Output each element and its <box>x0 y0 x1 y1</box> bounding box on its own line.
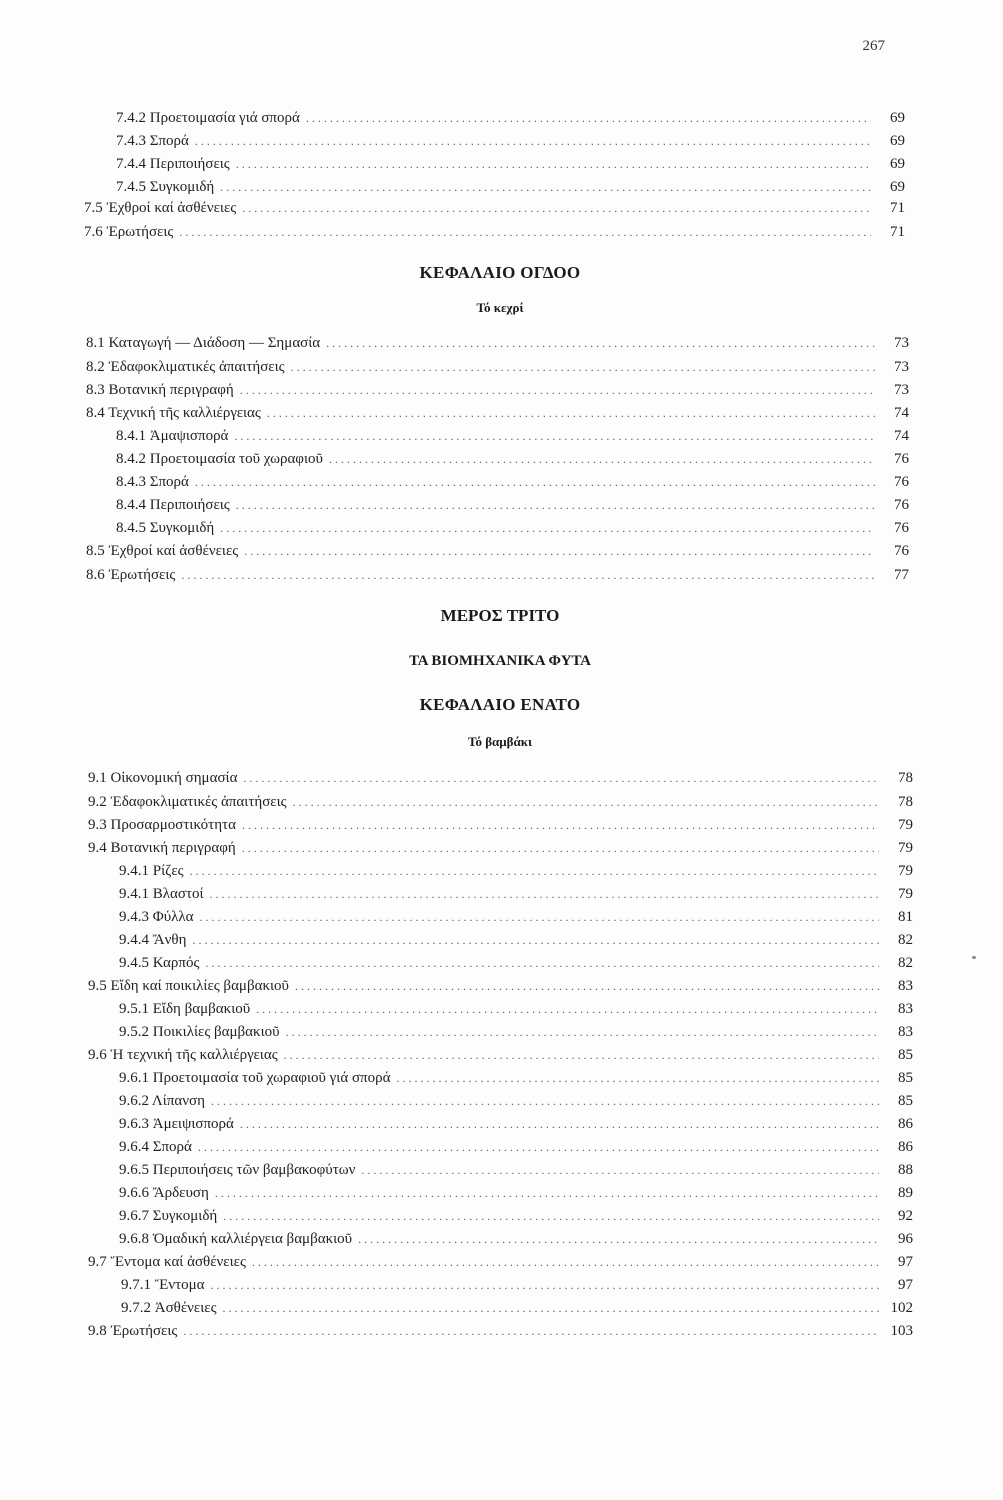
leader-dots <box>234 426 875 446</box>
toc-entry-page: 86 <box>898 1116 913 1132</box>
toc-entry <box>88 1045 913 1065</box>
toc-entry-page: 85 <box>898 1047 913 1063</box>
toc-entry <box>86 380 909 400</box>
toc-entry-label: 8.3 Βοτανική περιγραφή <box>86 382 234 398</box>
toc-entry-label: 9.6.5 Περιποιήσεις τῶν βαμβακοφύτων <box>119 1162 356 1178</box>
toc-entry <box>119 953 913 973</box>
leader-dots <box>295 976 879 996</box>
leader-dots <box>396 1068 879 1088</box>
toc-entry-page: 83 <box>898 1024 913 1040</box>
chapter-subtitle: Τό κεχρί <box>476 300 524 315</box>
toc-entry-page: 74 <box>894 405 909 421</box>
toc-entry-page: 69 <box>890 156 905 172</box>
leader-dots <box>242 815 879 835</box>
toc-entry-label: 8.4.1 Ἀμαψισπορά <box>116 428 229 444</box>
leader-dots <box>223 1298 879 1318</box>
toc-entry-label: 7.4.5 Συγκομιδή <box>116 179 215 195</box>
toc-entry-page: 73 <box>894 335 909 351</box>
toc-entry-page: 69 <box>890 110 905 126</box>
leader-dots <box>243 768 879 788</box>
toc-entry-label: 7.4.3 Σπορά <box>116 133 189 149</box>
leader-dots <box>236 154 871 174</box>
toc-entry <box>119 999 913 1019</box>
leader-dots <box>236 495 875 515</box>
toc-entry <box>119 1114 913 1134</box>
toc-entry-label: 9.7 Ἔντομα καί ἀσθένειες <box>88 1254 246 1270</box>
toc-entry-page: 103 <box>890 1323 913 1339</box>
toc-entry-page: 79 <box>898 863 913 879</box>
toc-entry-label: 8.6 Ἐρωτήσεις <box>86 567 176 583</box>
toc-entry-page: 73 <box>894 359 909 375</box>
toc-entry-label: 7.6 Ἐρωτήσεις <box>84 224 174 240</box>
toc-entry-label: 9.6.3 Ἀμειψισπορά <box>119 1116 234 1132</box>
toc-entry-label: 9.7.1 Ἔντομα <box>121 1277 205 1293</box>
toc-entry-page: 76 <box>894 543 909 559</box>
toc-entry-page: 92 <box>898 1208 913 1224</box>
leader-dots <box>179 222 871 242</box>
toc-entry <box>116 108 905 128</box>
toc-entry <box>119 930 913 950</box>
part-subtitle: ΤΑ ΒΙΟΜΗΧΑΝΙΚΑ ΦΥΤΑ <box>409 653 591 669</box>
toc-entry-label: 9.5.1 Εἴδη βαμβακιοῦ <box>119 1001 251 1017</box>
leader-dots <box>293 792 879 812</box>
toc-entry-page: 86 <box>898 1139 913 1155</box>
toc-entry <box>88 792 913 812</box>
toc-entry-page: 83 <box>898 1001 913 1017</box>
leader-dots <box>190 861 879 881</box>
leader-dots <box>291 357 875 377</box>
toc-entry-label: 8.1 Καταγωγή — Διάδοση — Σημασία <box>86 335 321 351</box>
leader-dots <box>256 999 879 1019</box>
toc-entry-label: 9.6 Ἡ τεχνική τῆς καλλιέργειας <box>88 1047 278 1063</box>
toc-entry-label: 9.3 Προσαρμοστικότητα <box>88 817 236 833</box>
toc-entry-page: 79 <box>898 886 913 902</box>
chapter-heading: ΚΕΦΑΛΑΙΟ ΕΝΑΤΟ <box>419 695 581 714</box>
toc-entry-page: 85 <box>898 1093 913 1109</box>
leader-dots <box>286 1022 879 1042</box>
toc-entry <box>86 357 909 377</box>
toc-entry <box>119 1183 913 1203</box>
leader-dots <box>211 1275 879 1295</box>
toc-entry <box>116 472 909 492</box>
toc-entry-label: 9.2 Ἐδαφοκλιματικές ἀπαιτήσεις <box>88 794 287 810</box>
leader-dots <box>211 1091 879 1111</box>
toc-entry <box>88 768 913 788</box>
toc-entry <box>119 1022 913 1042</box>
toc-entry-page: 79 <box>898 840 913 856</box>
toc-entry-label: 8.4.5 Συγκομιδή <box>116 520 215 536</box>
toc-entry-label: 9.6.8 Ὁμαδική καλλιέργεια βαμβακιοῦ <box>119 1231 353 1247</box>
toc-entry <box>119 1068 913 1088</box>
toc-entry-label: 8.4 Τεχνική τῆς καλλιέργειας <box>86 405 261 421</box>
toc-entry-page: 78 <box>898 794 913 810</box>
toc-entry-page: 97 <box>898 1277 913 1293</box>
toc-entry-label: 7.5 Ἐχθροί καί ἀσθένειες <box>84 200 237 216</box>
chapter-subtitle: Τό βαμβάκι <box>467 734 533 749</box>
leader-dots <box>223 1206 879 1226</box>
leader-dots <box>195 472 875 492</box>
toc-entry-label: 9.7.2 Ἀσθένειες <box>121 1300 217 1316</box>
toc-entry-label: 9.6.2 Λίπανση <box>119 1093 205 1109</box>
toc-entry <box>116 518 909 538</box>
leader-dots <box>242 838 879 858</box>
toc-entry <box>119 1160 913 1180</box>
toc-entry <box>86 565 909 585</box>
toc-entry <box>86 333 909 353</box>
toc-entry-label: 9.4.4 Ἄνθη <box>119 932 187 948</box>
leader-dots <box>326 333 875 353</box>
toc-entry-page: 83 <box>898 978 913 994</box>
toc-entry <box>88 815 913 835</box>
toc-entry <box>88 838 913 858</box>
toc-entry-label: 8.2 Ἐδαφοκλιματικές ἀπαιτήσεις <box>86 359 285 375</box>
toc-entry-label: 8.5 Ἐχθροί καί ἀσθένειες <box>86 543 239 559</box>
toc-entry <box>88 1321 913 1341</box>
leader-dots <box>240 380 875 400</box>
toc-entry <box>86 541 909 561</box>
leader-dots <box>220 177 871 197</box>
toc-entry-page: 69 <box>890 133 905 149</box>
toc-entry-page: 77 <box>894 567 909 583</box>
toc-entry <box>119 1091 913 1111</box>
leader-dots <box>198 1137 879 1157</box>
toc-entry <box>119 907 913 927</box>
toc-entry-label: 9.6.7 Συγκομιδή <box>119 1208 218 1224</box>
toc-entry-label: 8.4.3 Σπορά <box>116 474 189 490</box>
toc-entry <box>119 1229 913 1249</box>
leader-dots <box>358 1229 879 1249</box>
scan-speck <box>972 956 976 959</box>
toc-entry-page: 82 <box>898 955 913 971</box>
toc-entry-page: 89 <box>898 1185 913 1201</box>
leader-dots <box>284 1045 879 1065</box>
leader-dots <box>244 541 875 561</box>
toc-entry <box>116 177 905 197</box>
toc-entry-page: 85 <box>898 1070 913 1086</box>
toc-entry <box>119 1137 913 1157</box>
toc-entry <box>84 198 905 218</box>
toc-entry-label: 9.4.1 Βλαστοί <box>119 886 204 902</box>
toc-entry-label: 9.5 Εἴδη καί ποικιλίες βαμβακιοῦ <box>88 978 289 994</box>
toc-entry-label: 9.4.1 Ρίζες <box>119 863 184 879</box>
toc-entry-page: 76 <box>894 474 909 490</box>
toc-entry-page: 102 <box>890 1300 913 1316</box>
toc-entry-page: 74 <box>894 428 909 444</box>
leader-dots <box>306 108 871 128</box>
toc-entry <box>116 449 909 469</box>
toc-entry <box>116 495 909 515</box>
toc-entry <box>119 884 913 904</box>
leader-dots <box>192 930 879 950</box>
toc-entry <box>119 1206 913 1226</box>
toc-entry-label: 9.5.2 Ποικιλίες βαμβακιοῦ <box>119 1024 280 1040</box>
toc-entry-page: 71 <box>890 200 905 216</box>
toc-entry-label: 9.6.4 Σπορά <box>119 1139 192 1155</box>
toc-entry-label: 9.4.3 Φύλλα <box>119 909 194 925</box>
toc-entry-label: 9.6.1 Προετοιμασία τοῦ χωραφιοῦ γιά σπορά <box>119 1070 391 1086</box>
toc-entry-page: 82 <box>898 932 913 948</box>
toc-entry-label: 9.6.6 Ἄρδευση <box>119 1185 209 1201</box>
toc-entry-page: 81 <box>898 909 913 925</box>
toc-entry-page: 76 <box>894 520 909 536</box>
toc-entry <box>116 154 905 174</box>
toc-entry <box>116 426 909 446</box>
leader-dots <box>183 1321 879 1341</box>
toc-entry-label: 8.4.4 Περιποιήσεις <box>116 497 230 513</box>
toc-entry <box>84 222 905 242</box>
toc-entry-label: 9.8 Ἐρωτήσεις <box>88 1323 178 1339</box>
toc-entry <box>88 976 913 996</box>
chapter-heading: ΚΕΦΑΛΑΙΟ ΟΓΔΟΟ <box>419 263 581 282</box>
toc-entry <box>121 1275 913 1295</box>
leader-dots <box>200 907 879 927</box>
leader-dots <box>361 1160 879 1180</box>
page-number: 267 <box>862 38 885 54</box>
leader-dots <box>215 1183 879 1203</box>
leader-dots <box>181 565 875 585</box>
leader-dots <box>220 518 875 538</box>
toc-entry-page: 76 <box>894 497 909 513</box>
toc-entry-page: 69 <box>890 179 905 195</box>
toc-entry-page: 73 <box>894 382 909 398</box>
toc-entry-page: 88 <box>898 1162 913 1178</box>
toc-entry <box>121 1298 913 1318</box>
leader-dots <box>252 1252 879 1272</box>
toc-entry-page: 79 <box>898 817 913 833</box>
toc-entry <box>88 1252 913 1272</box>
toc-entry-page: 96 <box>898 1231 913 1247</box>
leader-dots <box>205 953 879 973</box>
toc-entry-label: 9.1 Οἰκονομική σημασία <box>88 770 238 786</box>
toc-entry <box>116 131 905 151</box>
leader-dots <box>240 1114 879 1134</box>
leader-dots <box>329 449 875 469</box>
leader-dots <box>195 131 871 151</box>
toc-entry <box>86 403 909 423</box>
leader-dots <box>242 198 871 218</box>
toc-entry-label: 7.4.2 Προετοιμασία γιά σπορά <box>116 110 300 126</box>
toc-entry <box>119 861 913 881</box>
leader-dots <box>210 884 879 904</box>
toc-entry-label: 8.4.2 Προετοιμασία τοῦ χωραφιοῦ <box>116 451 323 467</box>
toc-entry-page: 78 <box>898 770 913 786</box>
part-heading: ΜΕΡΟΣ ΤΡΙΤΟ <box>440 606 560 625</box>
toc-entry-page: 76 <box>894 451 909 467</box>
toc-entry-label: 7.4.4 Περιποιήσεις <box>116 156 230 172</box>
toc-entry-label: 9.4 Βοτανική περιγραφή <box>88 840 236 856</box>
toc-entry-page: 71 <box>890 224 905 240</box>
toc-entry-page: 97 <box>898 1254 913 1270</box>
toc-entry-label: 9.4.5 Καρπός <box>119 955 200 971</box>
leader-dots <box>267 403 875 423</box>
